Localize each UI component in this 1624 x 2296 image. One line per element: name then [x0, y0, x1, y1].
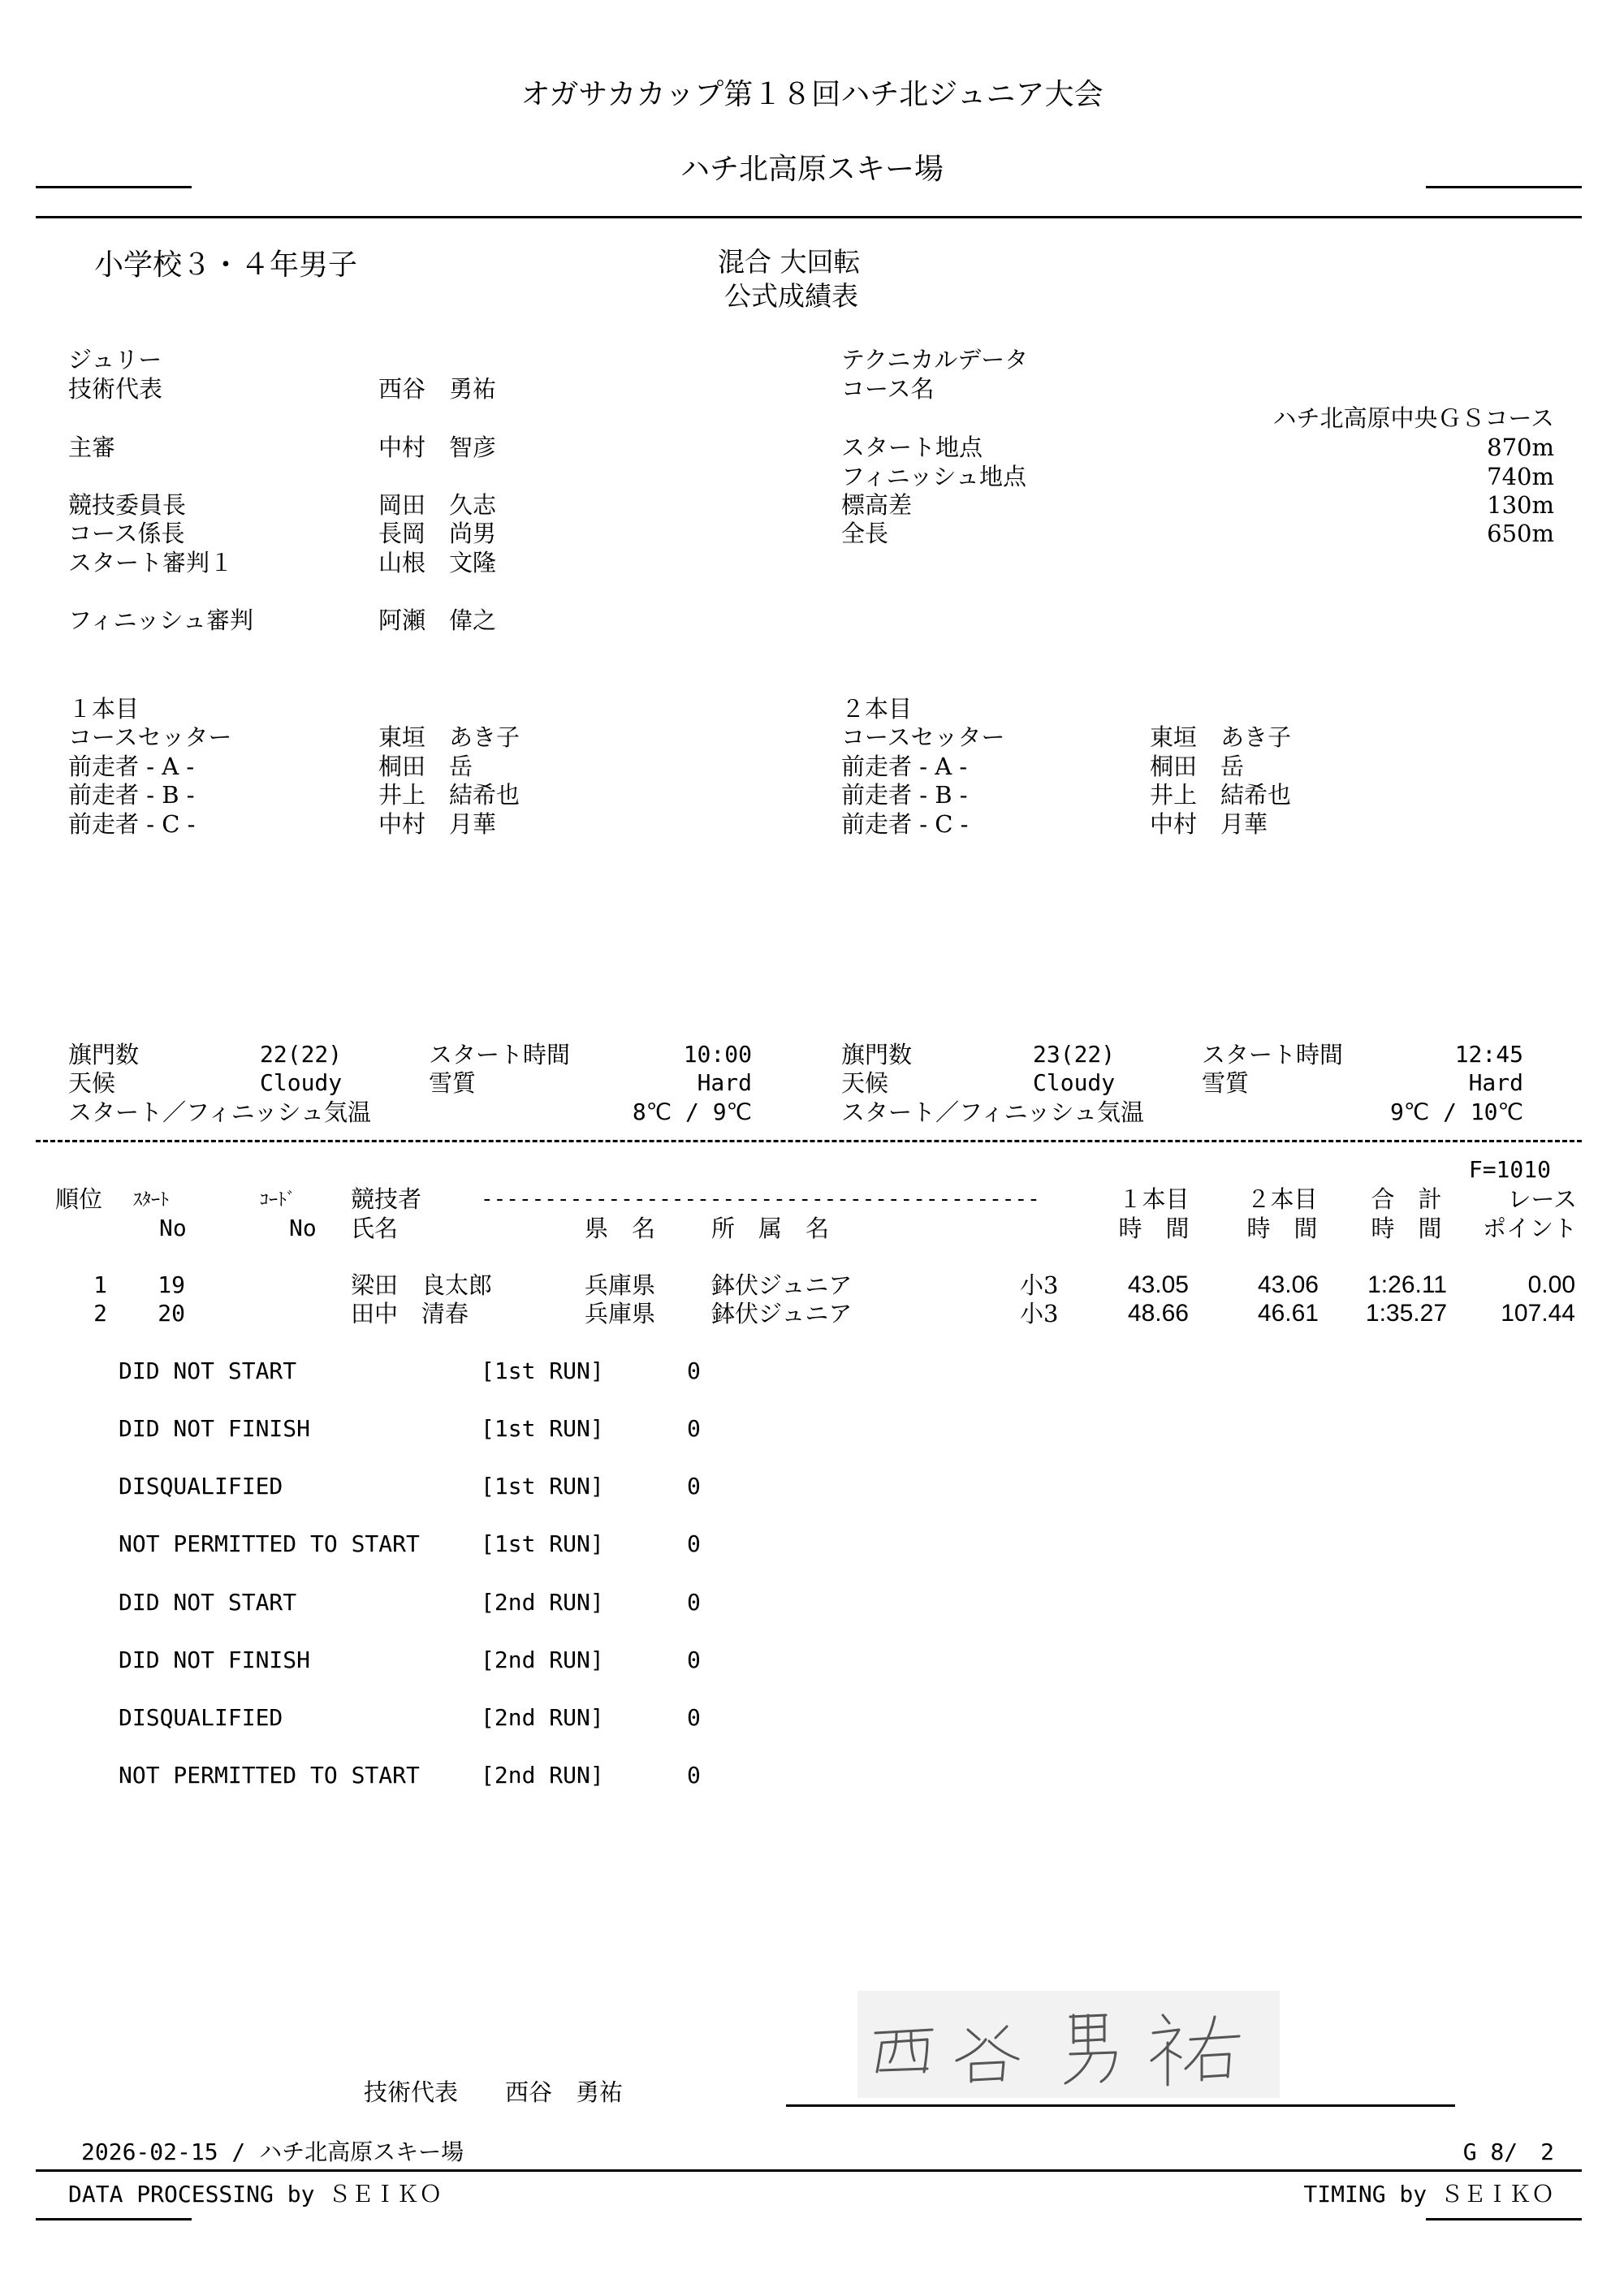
weather-label: 天候 — [841, 1069, 889, 1097]
gates-label: 旗門数 — [68, 1041, 140, 1068]
jury-heading: ジュリー — [68, 346, 162, 373]
temp-label: スタート／フィニッシュ気温 — [841, 1098, 1144, 1126]
status-label: DID NOT FINISH — [119, 1415, 311, 1442]
jury-name: 長岡 尚男 — [378, 520, 497, 547]
rank-cell: 1 — [93, 1271, 107, 1298]
name-cell: 田中 清春 — [351, 1300, 469, 1327]
staff-name: 桐田 岳 — [1150, 753, 1245, 780]
staff-name: 中村 月華 — [378, 810, 497, 838]
jury-name: 西谷 勇祐 — [378, 375, 497, 403]
status-run: [2nd RUN] — [481, 1646, 604, 1673]
start-time-value: 12:45 — [1454, 1041, 1523, 1068]
jury-role: 競技委員長 — [68, 491, 187, 519]
footer-rule-left — [36, 2218, 192, 2220]
col-athlete: 競技者 — [351, 1185, 422, 1213]
signature-role: 技術代表 — [364, 2078, 459, 2106]
col-code-top: ｺｰﾄﾞ — [260, 1190, 296, 1211]
status-run: [2nd RUN] — [481, 1762, 604, 1789]
page-title: オガサカカップ第１８回ハチ北ジュニア大会 — [520, 78, 1104, 111]
header-dashes: -------------------------------------------- — [481, 1187, 1040, 1211]
temp-value: 9℃ / 10℃ — [1389, 1098, 1523, 1125]
weather-value: Cloudy — [260, 1069, 343, 1096]
name-cell: 梁田 良太郎 — [351, 1271, 493, 1299]
col-club: 所 属 名 — [711, 1215, 830, 1242]
pref-cell: 兵庫県 — [585, 1300, 656, 1327]
staff-role: 前走者 - A - — [841, 753, 968, 780]
status-count: 0 — [687, 1473, 701, 1500]
status-label: DID NOT START — [119, 1589, 297, 1616]
snow-value: Hard — [1468, 1069, 1523, 1096]
col-name: 氏名 — [351, 1215, 399, 1242]
staff-name: 中村 月華 — [1150, 810, 1268, 838]
start-time-value: 10:00 — [683, 1041, 752, 1068]
jury-name: 中村 智彦 — [378, 434, 497, 461]
temp-label: スタート／フィニッシュ気温 — [68, 1098, 371, 1126]
technical-heading: テクニカルデータ — [841, 346, 1029, 373]
status-run: [1st RUN] — [481, 1530, 604, 1557]
gates-label: 旗門数 — [841, 1041, 913, 1068]
gates-value: 22(22) — [260, 1041, 343, 1068]
run2-heading: ２本目 — [841, 695, 913, 723]
status-count: 0 — [687, 1415, 701, 1442]
rank-cell: 2 — [93, 1300, 107, 1327]
jury-role: フィニッシュ審判 — [68, 606, 253, 634]
staff-name: 井上 結希也 — [378, 781, 520, 809]
tech-label: スタート地点 — [841, 434, 983, 461]
col-code-bottom: No — [289, 1215, 317, 1241]
status-label: NOT PERMITTED TO START — [119, 1530, 420, 1557]
tech-value: 740m — [1487, 463, 1554, 490]
start-time-label: スタート時間 — [1202, 1041, 1344, 1068]
col-run2-top: ２本目 — [1246, 1185, 1318, 1213]
signature-line — [786, 2104, 1455, 2107]
weather-label: 天候 — [68, 1069, 116, 1097]
status-run: [1st RUN] — [481, 1357, 604, 1384]
race-event: 混合 大回転 — [718, 246, 861, 278]
doc-type: 公式成績表 — [724, 280, 858, 312]
col-run2-bottom: 時 間 — [1246, 1215, 1318, 1242]
jury-role: スタート審判１ — [68, 549, 234, 576]
page-number: G 8/ 2 — [1462, 2138, 1554, 2165]
race-category: 小学校３・４年男子 — [94, 248, 358, 282]
status-count: 0 — [687, 1762, 701, 1789]
run1-heading: １本目 — [68, 695, 140, 723]
jury-name: 岡田 久志 — [378, 491, 497, 519]
snow-label: 雪質 — [1202, 1069, 1250, 1097]
col-points-bottom: ポイント — [1482, 1215, 1577, 1242]
staff-name: 桐田 岳 — [378, 753, 473, 780]
total-cell: 1:26.11 — [1367, 1271, 1447, 1298]
jury-role: コース係長 — [68, 520, 185, 547]
status-label: NOT PERMITTED TO START — [119, 1762, 420, 1789]
status-run: [1st RUN] — [481, 1415, 604, 1442]
status-label: DISQUALIFIED — [119, 1704, 283, 1731]
bib-cell: 19 — [158, 1271, 185, 1298]
col-run1-top: １本目 — [1118, 1185, 1190, 1213]
tech-label: 標高差 — [841, 491, 913, 519]
staff-role: 前走者 - C - — [841, 810, 969, 838]
course-label: コース名 — [841, 375, 935, 403]
header-divider — [36, 216, 1582, 218]
staff-role: コースセッター — [841, 723, 1005, 751]
run2-cell: 46.61 — [1257, 1300, 1319, 1327]
run2-cell: 43.06 — [1257, 1271, 1319, 1298]
footer-divider — [36, 2169, 1582, 2172]
col-start-bottom: No — [159, 1215, 187, 1241]
venue-title: ハチ北高原スキー場 — [680, 153, 944, 186]
staff-name: 東垣 あき子 — [1150, 723, 1292, 751]
timing-credit: TIMING by ＳＥＩＫＯ — [1303, 2181, 1554, 2208]
points-cell: 0.00 — [1527, 1271, 1575, 1298]
staff-role: 前走者 - B - — [841, 781, 968, 809]
status-count: 0 — [687, 1704, 701, 1731]
status-count: 0 — [687, 1646, 701, 1673]
status-count: 0 — [687, 1589, 701, 1616]
club-cell: 鉢伏ジュニア — [711, 1300, 853, 1327]
staff-name: 井上 結希也 — [1150, 781, 1292, 809]
f-value: F=1010 — [1468, 1156, 1551, 1183]
staff-role: 前走者 - C - — [68, 810, 196, 838]
status-label: DID NOT FINISH — [119, 1646, 311, 1673]
grade-cell: 小3 — [1020, 1300, 1059, 1327]
col-run1-bottom: 時 間 — [1118, 1215, 1190, 1242]
data-processing-credit: DATA PROCESSING by ＳＥＩＫＯ — [68, 2181, 443, 2208]
grade-cell: 小3 — [1020, 1271, 1059, 1299]
tech-label: 全長 — [841, 520, 889, 547]
staff-role: コースセッター — [68, 723, 232, 751]
gates-value: 23(22) — [1033, 1041, 1116, 1068]
run1-cell: 43.05 — [1127, 1271, 1189, 1298]
footer-rule-right — [1426, 2218, 1582, 2220]
handwritten-signature — [857, 1991, 1280, 2098]
tech-value: 650m — [1487, 520, 1554, 547]
weather-value: Cloudy — [1033, 1069, 1116, 1096]
pref-cell: 兵庫県 — [585, 1271, 656, 1299]
status-label: DID NOT START — [119, 1357, 297, 1384]
header-rule-right — [1426, 186, 1582, 188]
staff-name: 東垣 あき子 — [378, 723, 520, 751]
snow-value: Hard — [697, 1069, 752, 1096]
status-run: [2nd RUN] — [481, 1704, 604, 1731]
points-cell: 107.44 — [1501, 1300, 1575, 1327]
header-rule-left — [36, 186, 192, 188]
course-name: ハチ北高原中央ＧＳコース — [1272, 404, 1554, 432]
jury-name: 山根 文隆 — [378, 549, 497, 576]
signature-name: 西谷 勇祐 — [505, 2078, 624, 2106]
temp-value: 8℃ / 9℃ — [632, 1098, 752, 1125]
col-rank: 順位 — [55, 1185, 103, 1213]
col-start-top: ｽﾀｰﾄ — [133, 1190, 170, 1211]
tech-value: 870m — [1487, 434, 1554, 461]
staff-role: 前走者 - B - — [68, 781, 195, 809]
jury-name: 阿瀬 偉之 — [378, 606, 497, 634]
section-divider — [36, 1140, 1582, 1142]
status-count: 0 — [687, 1530, 701, 1557]
bib-cell: 20 — [158, 1300, 185, 1327]
tech-value: 130m — [1487, 491, 1554, 519]
snow-label: 雪質 — [429, 1069, 477, 1097]
start-time-label: スタート時間 — [429, 1041, 571, 1068]
run1-cell: 48.66 — [1127, 1300, 1189, 1327]
jury-role: 主審 — [68, 434, 116, 461]
col-total-top: 合 計 — [1371, 1185, 1442, 1213]
col-pref: 県 名 — [585, 1215, 656, 1242]
col-points-top: レース — [1507, 1185, 1577, 1213]
footer-date-venue: 2026-02-15 / ハチ北高原スキー場 — [81, 2138, 464, 2165]
total-cell: 1:35.27 — [1365, 1300, 1447, 1327]
club-cell: 鉢伏ジュニア — [711, 1271, 853, 1299]
status-run: [2nd RUN] — [481, 1589, 604, 1616]
status-run: [1st RUN] — [481, 1473, 604, 1500]
staff-role: 前走者 - A - — [68, 753, 195, 780]
tech-label: フィニッシュ地点 — [841, 463, 1026, 490]
status-count: 0 — [687, 1357, 701, 1384]
col-total-bottom: 時 間 — [1371, 1215, 1442, 1242]
jury-role: 技術代表 — [68, 375, 163, 403]
status-label: DISQUALIFIED — [119, 1473, 283, 1500]
